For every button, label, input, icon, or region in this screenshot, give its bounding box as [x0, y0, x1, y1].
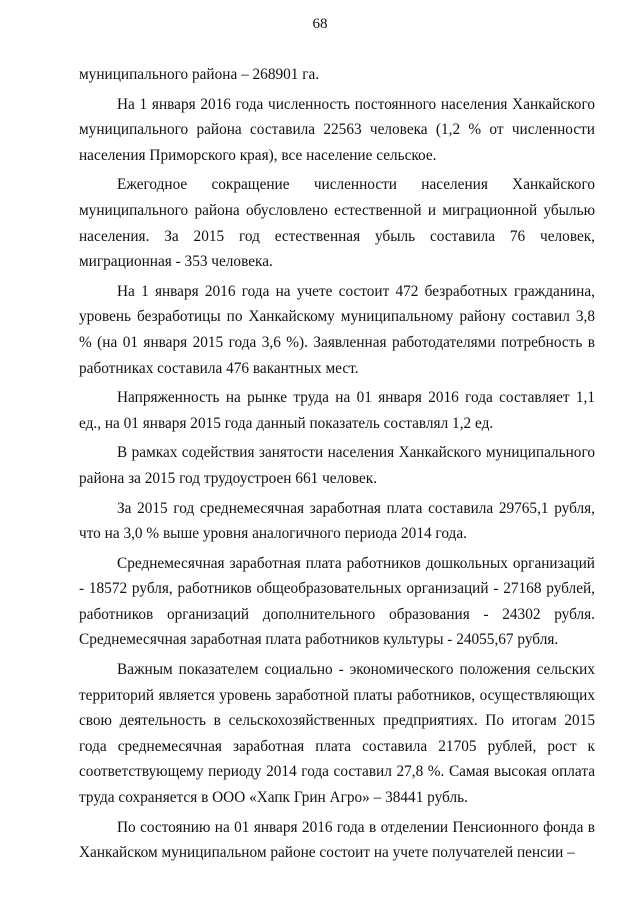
- paragraph-agricultural-salaries: Важным показателем социально - экономического положения сельских территорий является уровень заработной платы работников, осуществляющих свою деятельность в сельскохозяйственных предприятиях. По итогам 2015 года среднемесячная заработная плата составила 21705 рублей, рост к соответствующему периоду 2014 года составил 27,8 %. Самая высокая оплата труда сохраняется в ООО «Хапк Грин Агро» – 38441 рубль.: [79, 661, 595, 807]
- paragraph-population: На 1 января 2016 года численность постоянного населения Ханкайского муниципального района составила 22563 человека (1,2 % от численности населения Приморского края), все население сельское.: [79, 95, 595, 164]
- paragraph-pension-fund: По состоянию на 01 января 2016 года в отделении Пенсионного фонда в Ханкайском муниципальном районе состоит на учете получателей пенсии –: [79, 818, 595, 862]
- page-number: 68: [312, 16, 328, 32]
- paragraph-labor-market-tension: Напряженность на рынке труда на 01 января 2016 года составляет 1,1 ед., на 01 января 2015 года данный показатель составлял 1,2 ед.: [79, 389, 595, 432]
- paragraph-average-salary: За 2015 год среднемесячная заработная плата составила 29765,1 рубля, что на 3,0 % выше уровня аналогичного периода 2014 года.: [79, 499, 595, 543]
- paragraph-population-decline: Ежегодное сокращение численности населения Ханкайского муниципального района обусловлено естественной и миграционной убылью населения. За 2015 год естественная убыль составила 76 человек, миграционная - 353 человека.: [79, 176, 595, 271]
- paragraph-sector-salaries: Среднемесячная заработная плата работников дошкольных организаций - 18572 рубля, работников общеобразовательных организаций - 27168 рублей, работников организаций дополнительного образования - 24302 рубля. Среднемесячная заработная плата работников культуры - 24055,67 рубля.: [79, 554, 595, 649]
- paragraph-employment-assistance: В рамках содействия занятости населения Ханкайского муниципального района за 2015 год трудоустроен 661 человек.: [79, 444, 595, 487]
- document-body: [79, 62, 595, 866]
- paragraph-unemployment: На 1 января 2016 года на учете состоит 472 безработных гражданина, уровень безработицы по Ханкайскому муниципальному району составил 3,8 % (на 01 января 2015 года 3,6 %). Заявленная работодателями потребность в работниках составила 476 вакантных мест.: [79, 282, 595, 377]
- paragraph-area-continuation: муниципального района – 268901 га.: [79, 66, 320, 83]
